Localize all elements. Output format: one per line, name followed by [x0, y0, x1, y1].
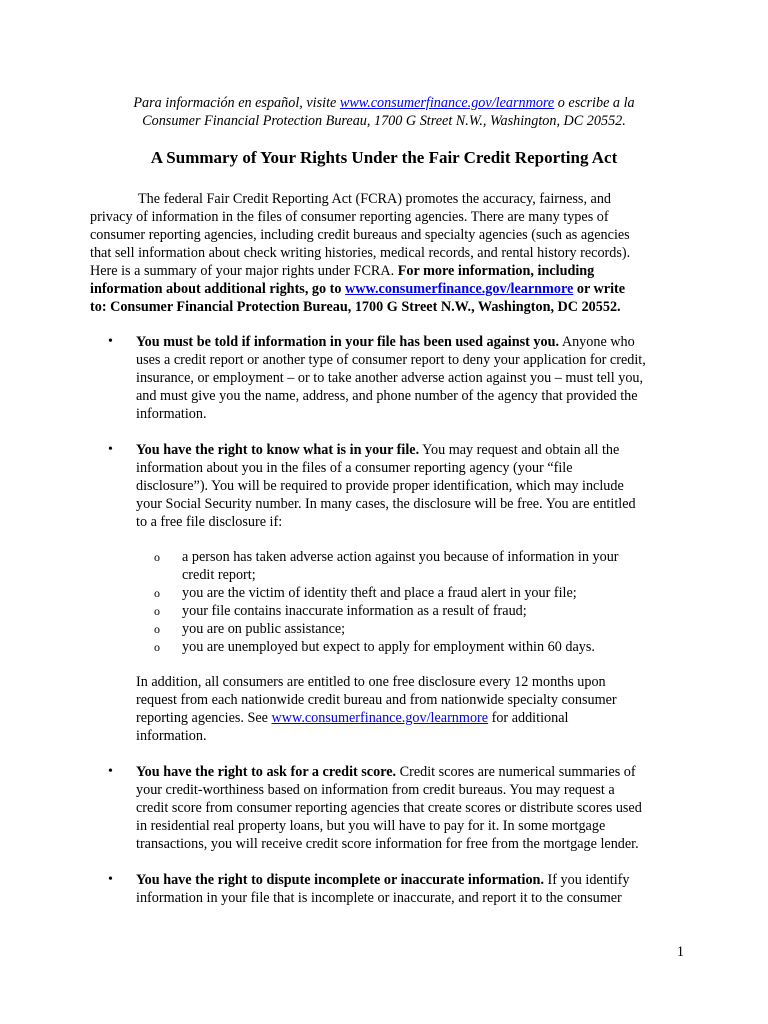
bullet-line	[136, 763, 708, 781]
bullet-line: your Social Security number. In many cases, the disclosure will be free. You are entitled	[136, 496, 636, 512]
bullet-marker: •	[108, 872, 113, 887]
bullet-line: insurance, or employment – or to take another adverse action against you – must tell you,	[136, 370, 644, 386]
sub-list-line: a person has taken adverse action against you because of information in your	[182, 549, 619, 565]
sub-list-marker: o	[154, 604, 160, 618]
bullet-heading: You must be told if information in your file has been used against you.	[136, 334, 560, 350]
bullet-line: information.	[136, 406, 207, 422]
intro-line	[90, 262, 690, 280]
paragraph-learnmore-link[interactable]: www.consumerfinance.gov/learnmore	[271, 710, 489, 726]
learnmore-link[interactable]: www.consumerfinance.gov/learnmore	[339, 95, 555, 111]
sub-list-item	[154, 584, 694, 602]
sub-list-line: credit report;	[182, 567, 256, 583]
annual-free-disclosure-paragraph	[136, 673, 708, 745]
paragraph-text: reporting agencies. See	[136, 710, 272, 726]
bullet-line: information about you in the files of a consumer reporting agency (your “file	[136, 460, 573, 476]
intro-line	[90, 298, 690, 316]
sub-list-line: you are on public assistance;	[182, 621, 346, 637]
spanish-info-text-after: o escribe a la	[554, 95, 635, 111]
intro-line	[90, 280, 690, 298]
bullet-line: to a free file disclosure if:	[136, 514, 283, 530]
intro-bold-text: For more information, including	[397, 263, 595, 279]
bullet-line: transactions, you will receive credit score information for free from the mortgage lender.	[136, 836, 639, 852]
bullet-line: information in your file that is incomplete or inaccurate, and report it to the consumer	[136, 890, 622, 906]
bullet-line: and must give you the name, address, and phone number of the agency that provided the	[136, 388, 638, 404]
spanish-info-line-1	[60, 94, 708, 112]
intro-line: consumer reporting agencies, including credit bureaus and specialty agencies (such as agencies	[90, 227, 630, 243]
spanish-info-text: Para información en español, visite	[133, 95, 340, 111]
sub-list-marker: o	[154, 586, 160, 600]
intro-paragraph	[90, 190, 690, 316]
sub-list-marker: o	[154, 640, 160, 654]
intro-learnmore-link[interactable]: www.consumerfinance.gov/learnmore	[345, 281, 574, 297]
sub-list-marker: o	[154, 550, 160, 564]
intro-text: Here is a summary of your major rights under FCRA.	[90, 263, 398, 279]
sub-list-item	[154, 548, 694, 584]
bullet-line: disclosure”). You will be required to provide proper identification, which may include	[136, 478, 624, 494]
intro-bold-text: information about additional rights, go to	[90, 281, 346, 297]
sub-list-item	[154, 620, 694, 638]
bullet-line: your credit-worthiness based on information from credit bureaus. You may request a	[136, 782, 615, 798]
bullet-text: You may request and obtain all the	[419, 442, 620, 458]
paragraph-line: information.	[136, 728, 207, 744]
bullet-text: If you identify	[544, 872, 630, 888]
intro-line: The federal Fair Credit Reporting Act (FCRA) promotes the accuracy, fairness, and	[138, 191, 612, 207]
sub-list-item	[154, 602, 694, 620]
paragraph-line: In addition, all consumers are entitled to one free disclosure every 12 months upon	[136, 674, 606, 690]
bullet-text: Anyone who	[559, 334, 635, 350]
intro-line: that sell information about check writing histories, medical records, and rental history records).	[90, 245, 631, 261]
page-number: 1	[676, 944, 684, 960]
bullet-line: uses a credit report or another type of consumer report to deny your application for credit,	[136, 352, 646, 368]
sub-list-line: you are unemployed but expect to apply for employment within 60 days.	[182, 639, 595, 655]
bullet-heading: You have the right to ask for a credit score.	[136, 764, 397, 780]
intro-line: privacy of information in the files of consumer reporting agencies. There are many types of	[90, 209, 609, 225]
paragraph-text-after: for additional	[488, 710, 569, 726]
bullet-heading: You have the right to dispute incomplete or inaccurate information.	[136, 872, 544, 888]
bullet-marker: •	[108, 442, 113, 457]
sub-list-marker: o	[154, 622, 160, 636]
bullet-marker: •	[108, 764, 113, 779]
paragraph-line	[136, 709, 708, 727]
bullet-marker: •	[108, 334, 113, 349]
bullet-line	[136, 441, 708, 459]
sub-list-item	[154, 638, 694, 656]
spanish-info-line-2: Consumer Financial Protection Bureau, 1700 G Street N.W., Washington, DC 20552.	[142, 113, 626, 129]
bullet-line: in residential real property loans, but you will have to pay for it. In some mortgage	[136, 818, 606, 834]
bullet-line: credit score from consumer reporting agencies that create scores or distribute scores used	[136, 800, 642, 816]
bullet-heading: You have the right to know what is in your file.	[136, 442, 420, 458]
paragraph-line: request from each nationwide credit bureau and from nationwide specialty consumer	[136, 692, 617, 708]
sub-list-line: you are the victim of identity theft and place a fraud alert in your file;	[182, 585, 577, 601]
intro-bold-text: or write	[573, 281, 626, 297]
document-title: A Summary of Your Rights Under the Fair Credit Reporting Act	[150, 148, 618, 167]
bullet-line	[136, 333, 708, 351]
free-disclosure-conditions-list	[154, 548, 694, 656]
spanish-info-note	[60, 94, 708, 130]
intro-bold-text: to: Consumer Financial Protection Bureau, 1700 G Street N.W., Washington, DC 20552.	[90, 299, 621, 315]
sub-list-line: your file contains inaccurate information as a result of fraud;	[182, 603, 527, 619]
bullet-text: Credit scores are numerical summaries of	[396, 764, 636, 780]
bullet-line	[136, 871, 708, 889]
